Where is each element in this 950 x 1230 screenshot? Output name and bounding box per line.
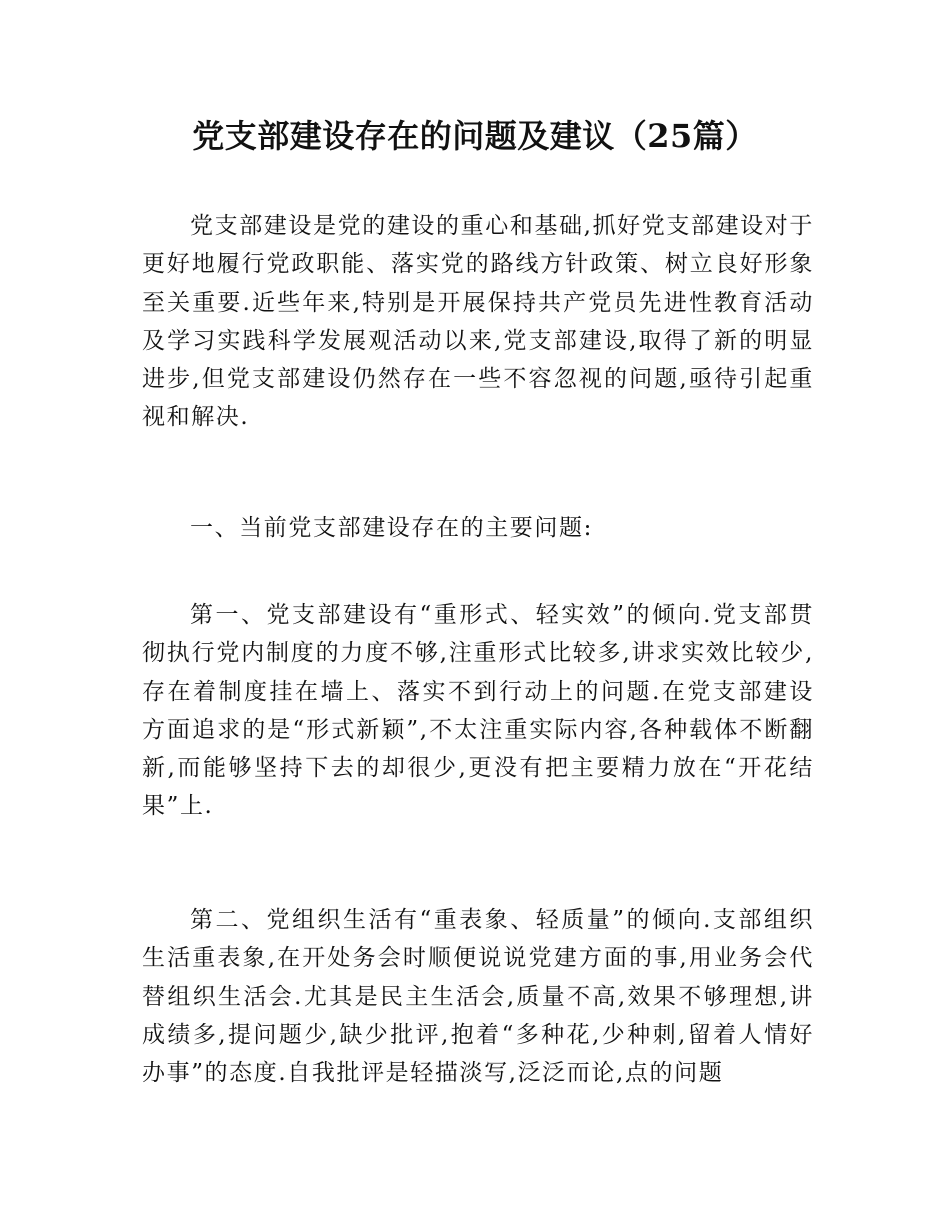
section-heading: 一、当前党支部建设存在的主要问题: <box>190 515 593 541</box>
document-title: 党支部建设存在的问题及建议（25篇） <box>192 117 758 155</box>
paragraph-first-point: 第一、党支部建设有“重形式、轻实效”的倾向.党支部贯彻执行党内制度的力度不够,注重形式比较多,讲求实效比较少,存在着制度挂在墙上、落实不到行动上的问题.在党支部建设方面追求的是“形式新颖”,不太注重实际内容,各种载体不断翻新,而能够坚持下去的却很少,更没有把主要精力放在“开花结果”上. <box>142 602 814 820</box>
paragraph-intro: 党支部建设是党的建设的重心和基础,抓好党支部建设对于更好地履行党政职能、落实党的路线方针政策、树立良好形象至关重要.近些年来,特别是开展保持共产党员先进性教育活动及学习实践科学发展观活动以来,党支部建设,取得了新的明显进步,但党支部建设仍然存在一些不容忽视的问题,亟待引起重视和解决. <box>142 213 814 431</box>
paragraph-second-point: 第二、党组织生活有“重表象、轻质量”的倾向.支部组织生活重表象,在开处务会时顺便说说党建方面的事,用业务会代替组织生活会.尤其是民主生活会,质量不高,效果不够理想,讲成绩多,提问题少,缺少批评,抱着“多种花,少种刺,留着人情好办事”的态度.自我批评是轻描淡写,泛泛而论,点的问题 <box>142 907 814 1087</box>
